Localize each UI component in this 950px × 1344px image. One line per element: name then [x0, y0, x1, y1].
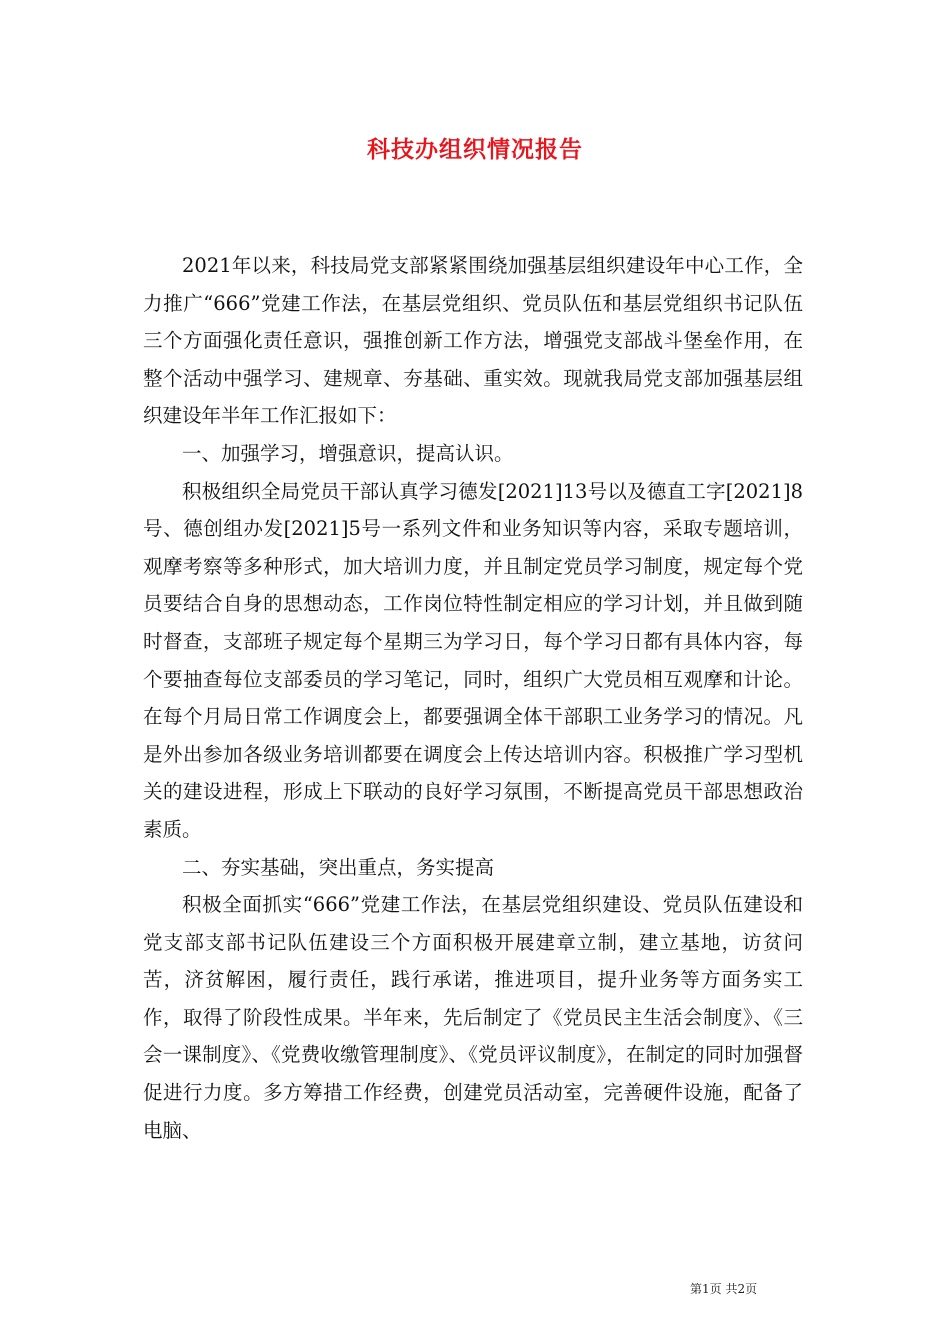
paragraph-study: 积极组织全局党员干部认真学习德发[2021]13号以及德直工字[2021]8号、德创组办发[2021]5号一系列文件和业务知识等内容，采取专题培训，观摩考察等多种形式，加大培训力度，并且制定党员学习制度，规定每个党员要结合自身的思想动态，工作岗位特性制定相应的学习计划，并且做到随时督查，支部班子规定每个星期三为学习日，每个学习日都有具体内容，每个要抽查每位支部委员的学习笔记，同时，组织广大党员相互观摩和计论。在每个月局日常工作调度会上，都要强调全体干部职工业务学习的情况。凡是外出参加各级业务培训都要在调度会上传达培训内容。积极推广学习型机关的建设进程，形成上下联动的良好学习氛围，不断提高党员干部思想政治素质。 [143, 479, 803, 841]
paragraph-foundation: 积极全面抓实“666”党建工作法，在基层党组织建设、党员队伍建设和党支部支部书记队伍建设三个方面积极开展建章立制，建立基地，访贫问苦，济贫解困，履行责任，践行承诺，推进项目，提升业务等方面务实工作，取得了阶段性成果。半年来，先后制定了《党员民主生活会制度》、《三会一课制度》、《党费收缴管理制度》、《党员评议制度》，在制定的同时加强督促进行力度。多方筹措工作经费，创建党员活动室，完善硬件设施，配备了电脑、 [143, 893, 803, 1142]
document-body [143, 247, 803, 1149]
section-heading-2: 二、夯实基础，突出重点，务实提高 [182, 855, 495, 879]
paragraph-intro: 2021年以来，科技局党支部紧紧围绕加强基层组织建设年中心工作，全力推广“666”党建工作法，在基层党组织、党员队伍和基层党组织书记队伍三个方面强化责任意识，强推创新工作方法，增强党支部战斗堡垒作用，在整个活动中强学习、建规章、夯基础、重实效。现就我局党支部加强基层组织建设年半年工作汇报如下： [143, 254, 803, 428]
document-title: 科技办组织情况报告 [367, 136, 583, 163]
page-number: 第1页 共2页 [690, 1282, 758, 1296]
section-heading-1: 一、加强学习，增强意识，提高认识。 [182, 441, 514, 465]
